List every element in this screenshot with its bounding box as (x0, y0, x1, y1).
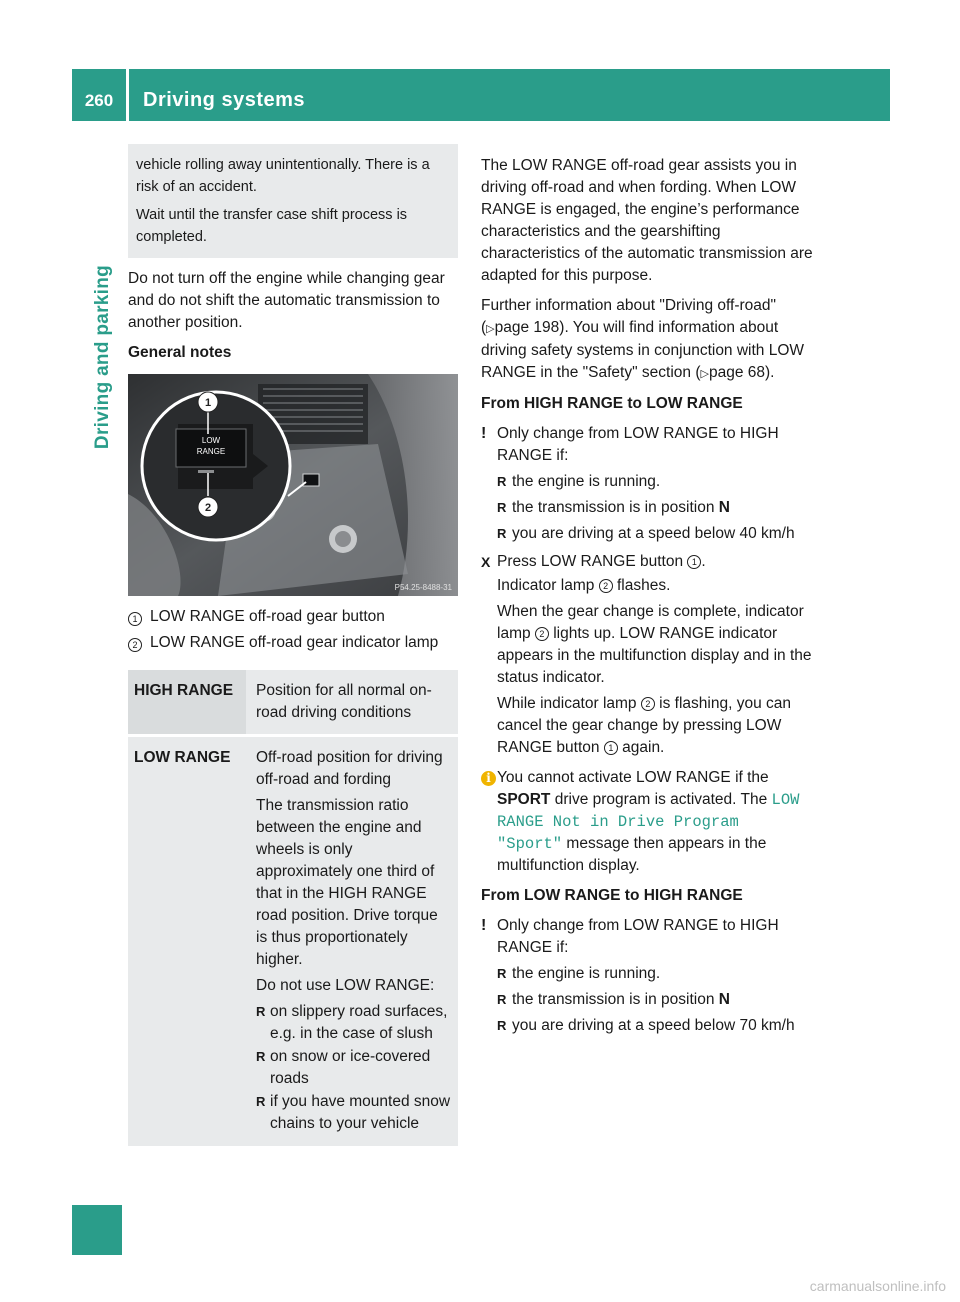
caution-note-2 (481, 915, 813, 959)
bullet-text: the transmission is in position (512, 499, 719, 516)
side-tab-label-wrap (84, 264, 122, 450)
step-1-detail (497, 575, 813, 759)
bullet-bold: N (718, 991, 730, 1008)
info-note (481, 767, 813, 877)
callout-1-ref: 1 (687, 555, 701, 569)
step-1 (481, 551, 813, 573)
list-item (256, 1046, 452, 1090)
low-desc-1: Off-road position for driving off-road and fording (256, 749, 443, 788)
list-item-text (512, 1015, 795, 1037)
callout-1-ref: 1 (604, 741, 618, 755)
table-row-low (128, 737, 458, 1146)
step-b-text: Indicator lamp (497, 577, 599, 594)
bullet-icon: R (256, 1004, 266, 1019)
right-column (481, 155, 813, 1043)
legend-num-2: 2 (128, 638, 142, 652)
list-item-text: if you have mounted snow chains to your vehicle (270, 1093, 451, 1132)
further-info-text-b[interactable]: page 198). You will find information about driving safety systems in conjunction with LOW RANGE in the "Safety" section ( (481, 319, 805, 381)
list-item-text (512, 471, 660, 493)
warning-text-1: vehicle rolling away unintentionally. There is a risk of an accident. (136, 157, 430, 195)
list-item (256, 1091, 452, 1135)
bullet-icon: R (497, 1018, 507, 1033)
step-b-end: flashes. (612, 577, 671, 594)
list-item (497, 523, 813, 545)
photo-label-range: RANGE (196, 447, 226, 456)
info-text-c: message then appears in the multifunction display. (497, 835, 767, 874)
step-c-text-b: lights up. LOW RANGE indicator appears in the multifunction display and in the status indicator. (497, 625, 812, 686)
photo-code: P54.25-8488-31 (394, 583, 452, 592)
list-item (256, 1001, 452, 1045)
caution-text-2: Only change from LOW RANGE to HIGH RANGE if: (497, 917, 779, 956)
mode-name-low: LOW RANGE (128, 737, 246, 1146)
mode-name-high: HIGH RANGE (128, 670, 246, 737)
list-item-text: on snow or ice-covered roads (270, 1048, 431, 1087)
left-column (128, 144, 458, 1146)
low-bullet-list (256, 1001, 452, 1135)
side-tab-label: Driving and parking (92, 264, 113, 450)
intro-paragraph: The LOW RANGE off-road gear assists you in driving off-road and when fording. When LOW RANGE is engaged, the engine’s performance characteristics and the gearshifting characteristics of the automatic transmission are adapted for this purpose. (481, 157, 813, 284)
bullet-text: you are driving at a speed below 40 km/h (512, 525, 795, 542)
bullet-text: the engine is running. (512, 473, 661, 490)
photo-label-low: LOW (201, 436, 221, 445)
list-item-text (512, 989, 730, 1011)
list-item (497, 471, 813, 493)
list-item (497, 497, 813, 519)
bullet-icon: R (497, 992, 507, 1007)
bullet-icon: R (256, 1049, 266, 1064)
range-table (128, 670, 458, 1146)
page-number: 260 (84, 91, 114, 110)
callout-1: 1 (204, 397, 212, 409)
bullet-text: you are driving at a speed below 70 km/h (512, 1017, 795, 1034)
step-d-text-a: While indicator lamp (497, 695, 641, 712)
further-info-text-a: Further information about "Driving off-road" ( (481, 297, 777, 336)
callout-2-ref: 2 (535, 627, 549, 641)
general-notes-heading: General notes (128, 344, 232, 361)
warning-text-2: Wait until the transfer case shift process is completed. (136, 207, 408, 245)
step-1-line-b (497, 575, 813, 597)
console-illustration (128, 374, 458, 596)
bullet-bold: N (718, 499, 730, 516)
callout-2-ref: 2 (641, 697, 655, 711)
page-ref-icon: ▷ (486, 323, 495, 335)
page-ref-icon: ▷ (700, 368, 709, 380)
info-bold: SPORT (497, 791, 551, 808)
callout-2-ref: 2 (599, 579, 613, 593)
info-text-a: You cannot activate LOW RANGE if the (497, 769, 769, 786)
list-item-text: on slippery road surfaces, e.g. in the case of slush (270, 1003, 448, 1042)
bullet-icon: R (497, 500, 507, 515)
step-text-a: Press LOW RANGE button (497, 553, 688, 570)
info-text-b: drive program is activated. The (550, 791, 772, 808)
caution-text-1: Only change from LOW RANGE to HIGH RANGE if: (497, 425, 779, 464)
info-icon: i (481, 771, 496, 786)
side-tab-square (72, 1205, 122, 1255)
watermark: carmanualsonline.info (809, 1278, 946, 1294)
step-c-text-a: When the gear change is complete, indicator lamp (497, 603, 804, 642)
list-item (497, 963, 813, 985)
bullet-icon: R (256, 1094, 266, 1109)
heading-low-to-high: From LOW RANGE to HIGH RANGE (481, 887, 743, 904)
further-info-text-c[interactable]: page 68). (708, 364, 775, 381)
legend-num-1: 1 (128, 612, 142, 626)
legend-item-2 (128, 632, 458, 656)
exclamation-icon: ! (481, 425, 487, 442)
caution-note-1 (481, 423, 813, 467)
legend-text-1: LOW RANGE off-road gear button (150, 608, 385, 625)
step-1-line-c (497, 601, 813, 689)
step-d-text-c: again. (617, 739, 665, 756)
further-info-paragraph (481, 295, 813, 385)
bullet-icon: R (497, 474, 507, 489)
exclamation-icon: ! (481, 917, 487, 934)
step-d-text-b: is flashing, you can cancel the gear change by pressing LOW RANGE button (497, 695, 791, 756)
display-message: LOW RANGE Not in Drive Program "Sport" (497, 791, 800, 853)
table-row-high (128, 670, 458, 737)
bullet-text: the engine is running. (512, 965, 661, 982)
legend-text-2: LOW RANGE off-road gear indicator lamp (150, 634, 439, 651)
bullet-icon: R (497, 526, 507, 541)
heading-high-to-low: From HIGH RANGE to LOW RANGE (481, 395, 743, 412)
list-item-text (512, 523, 795, 545)
bullet-text: the transmission is in position (512, 991, 719, 1008)
list-item (497, 1015, 813, 1037)
engine-paragraph: Do not turn off the engine while changing gear and do not shift the automatic transmission to another position. (128, 270, 445, 331)
mode-desc-low (246, 737, 458, 1146)
legend-item-1 (128, 606, 458, 630)
section-title: Driving systems (143, 89, 306, 111)
bullet-icon: R (497, 966, 507, 981)
list-item-text (512, 963, 660, 985)
step-arrow-icon: X (481, 554, 491, 570)
info-text (497, 767, 813, 877)
step-1-line-d (497, 693, 813, 759)
console-photo (128, 374, 458, 596)
header-bar (72, 69, 890, 121)
low-desc-3: Do not use LOW RANGE: (256, 977, 435, 994)
conditions-list-1 (497, 471, 813, 545)
list-item (497, 989, 813, 1011)
warning-box (128, 144, 458, 258)
side-tab (84, 122, 122, 1252)
low-desc-2: The transmission ratio between the engine and wheels is only approximately one third of that in the HIGH RANGE road position. Drive torque is thus proportionately higher. (256, 797, 438, 968)
list-item-text (512, 497, 730, 519)
mode-desc-high: Position for all normal on-road driving conditions (246, 670, 458, 737)
conditions-list-2 (497, 963, 813, 1037)
step-text (497, 551, 706, 573)
callout-2: 2 (204, 502, 212, 514)
step-text-end: . (701, 553, 706, 570)
